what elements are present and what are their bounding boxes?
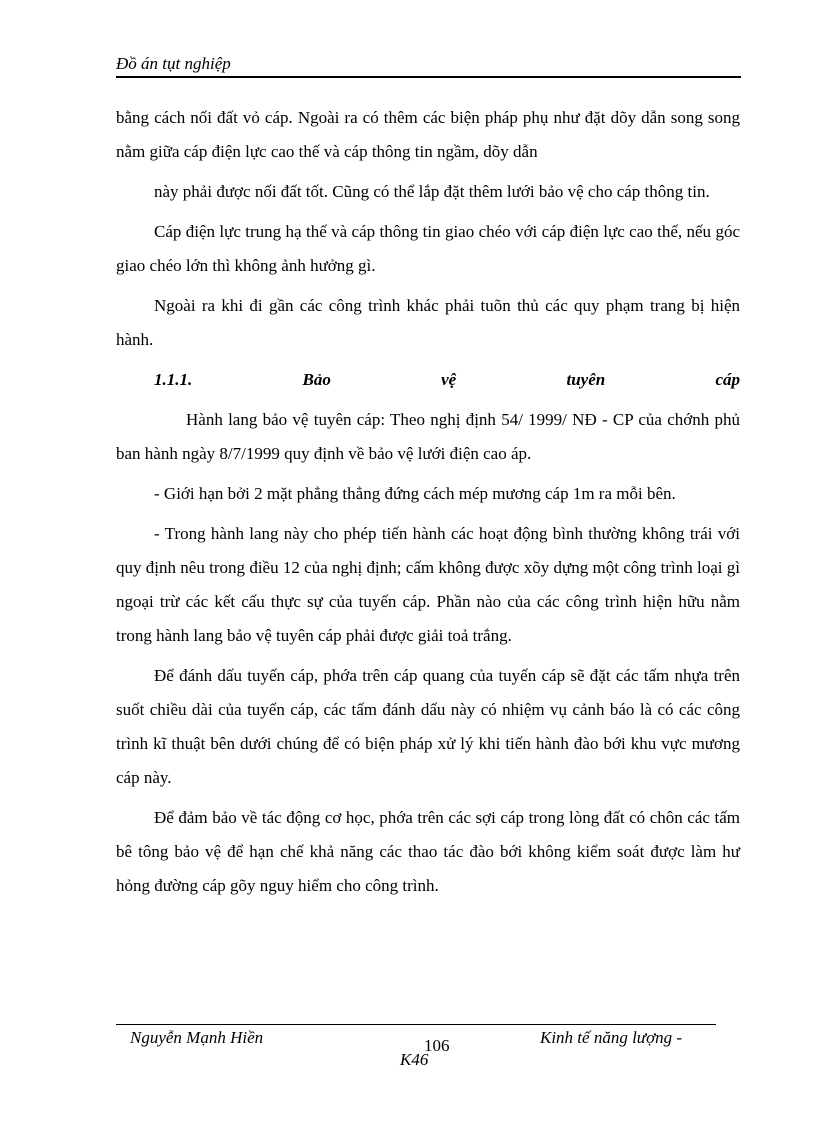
paragraph-1-continued: này phải được nối đất tốt. Cũng có thể lắp đặt thêm lưới bảo vệ cho cáp thông tin.: [154, 182, 710, 201]
page-number: 106: [424, 1036, 450, 1055]
footer-class-code: K46: [400, 1050, 429, 1069]
paragraph-3: Ngoài ra khi đi gần các công trình khác phải tuõn thủ các quy phạm trang bị hiện hành.: [116, 296, 740, 349]
page-header-title: Đồ án tụt nghiệp: [116, 54, 231, 73]
header-rule: [116, 76, 741, 78]
paragraph-2: Cáp điện lực trung hạ thế và cáp thông tin giao chéo với cáp điện lực cao thế, nếu góc giao chéo lớn thì không ảnh hưởng gì.: [116, 222, 740, 275]
document-body: [116, 101, 740, 909]
section-heading: 1.1.1. Bảo vệ tuyên cáp: [154, 370, 740, 389]
list-item-1: - Giới hạn bởi 2 mặt phẳng thẳng đứng cách mép mương cáp 1m ra mỗi bên.: [154, 484, 676, 503]
paragraph-1: bằng cách nối đất vỏ cáp. Ngoài ra có thêm các biện pháp phụ như đặt dõy dẫn song song nằm giữa cáp điện lực cao thế và cáp thông tin ngầm, dõy dẫn: [116, 108, 740, 161]
footer-author: Nguyễn Mạnh Hiền: [130, 1028, 264, 1047]
footer-department: Kinh tế năng lượng -: [540, 1028, 683, 1047]
paragraph-4: Hành lang bảo vệ tuyên cáp: Theo nghị định 54/ 1999/ NĐ - CP của chớnh phủ ban hành ngày 8/7/1999 quy định về bảo vệ lưới điện cao áp.: [116, 410, 740, 463]
list-item-2: - Trong hành lang này cho phép tiến hành các hoạt động bình thường không trái với quy định nêu trong điều 12 của nghị định; cấm không được xõy dựng một công trình loại gì ngoại trừ các kết cấu thực sự của tuyến cáp. Phần nào của các công trình hiện hữu nằm trong hành lang bảo vệ tuyên cáp phải được giải toả trắng.: [116, 524, 740, 645]
footer-rule: [116, 1024, 716, 1025]
paragraph-5: Để đánh dấu tuyến cáp, phớa trên cáp quang của tuyến cáp sẽ đặt các tấm nhựa trên suốt chiều dài của tuyến cáp, các tấm đánh dấu này có nhiệm vụ cảnh báo là có các công trình kĩ thuật bên dưới chúng để có biện pháp xử lý khi tiến hành đào bới khu vực mương cáp này.: [116, 666, 740, 787]
paragraph-6: Để đảm bảo về tác động cơ học, phớa trên các sợi cáp trong lòng đất có chôn các tấm bê tông bảo vệ để hạn chế khả năng các thao tác đào bới không kiểm soát được làm hư hỏng đường cáp gõy nguy hiểm cho công trình.: [116, 808, 740, 895]
